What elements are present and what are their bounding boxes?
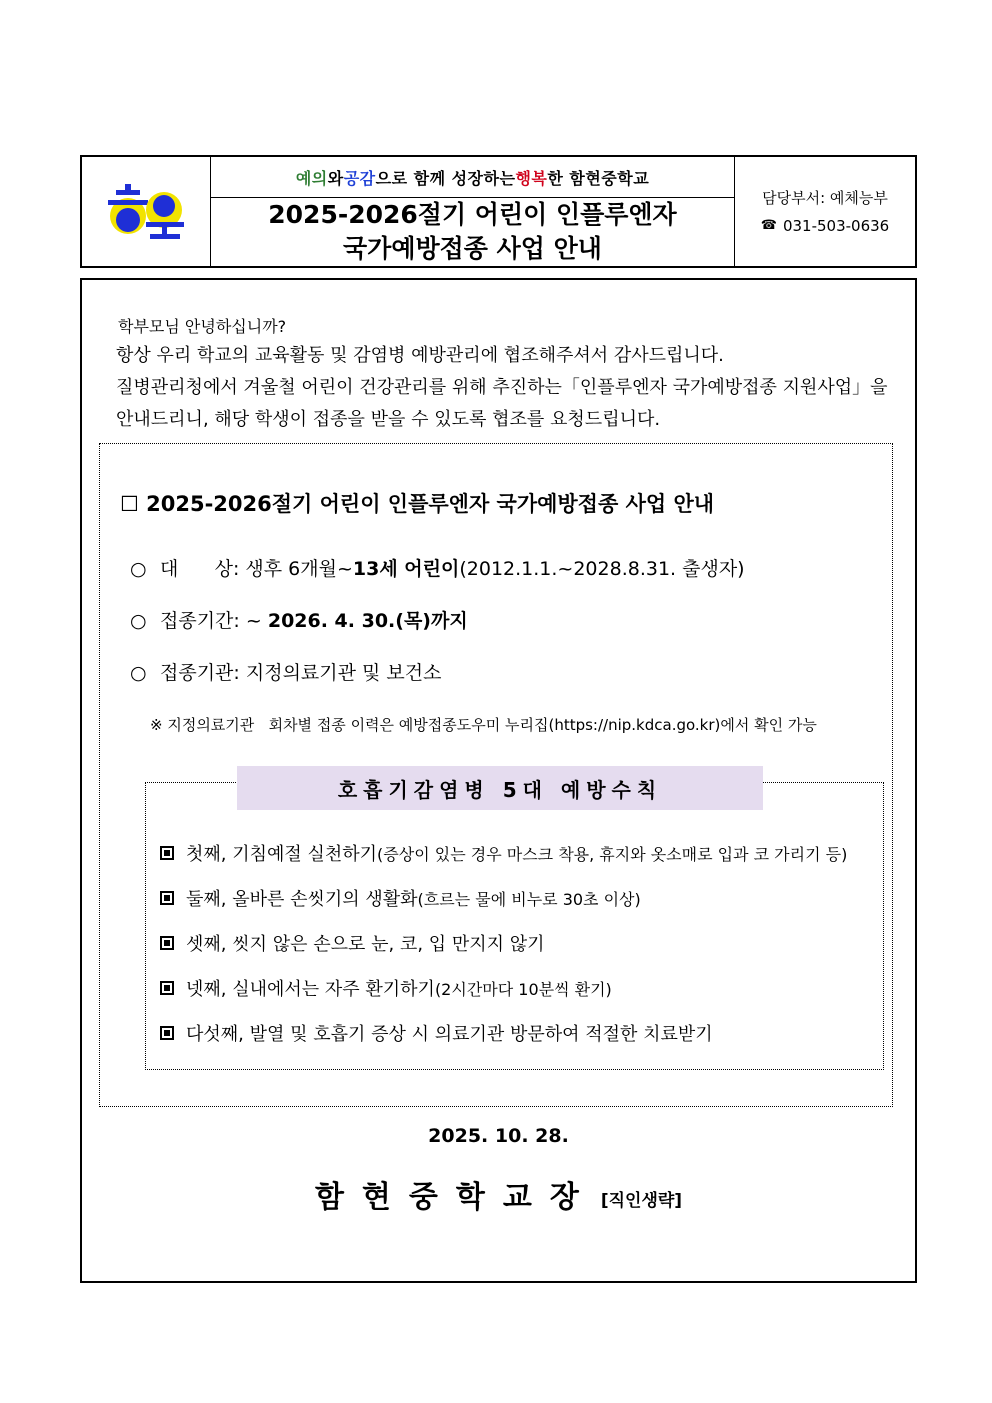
square-bullet-icon	[160, 936, 174, 950]
circle-bullet-icon: ○	[130, 610, 147, 632]
target-pre: 생후 6개월~	[245, 558, 353, 580]
contact-cell	[735, 157, 915, 266]
issue-date: 2025. 10. 28.	[428, 1125, 569, 1147]
phone-row	[761, 212, 889, 240]
slogan-word-empathy: 공감	[343, 168, 376, 188]
intro-line: 항상 우리 학교의 교육활동 및 감염병 예방관리에 협조해주셔서 감사드립니다.	[116, 345, 724, 366]
rule-detail: (2시간마다 10분씩 환기)	[434, 979, 612, 999]
place-value: 지정의료기관 및 보건소	[245, 662, 442, 684]
slogan-text-1: 와	[327, 168, 344, 188]
period-item	[130, 606, 468, 633]
program-box	[99, 443, 893, 1107]
slogan-word-happiness: 행복	[515, 168, 548, 188]
target-item	[130, 554, 745, 581]
target-age: 13세 어린이	[352, 558, 460, 580]
rule-item	[160, 930, 545, 956]
intro-paragraph	[116, 340, 896, 436]
department: 담당부서: 예체능부	[762, 188, 888, 207]
program-title: ☐ 2025-2026절기 어린이 인플루엔자 국가예방접종 사업 안내	[120, 492, 715, 516]
rule-main: 넷째, 실내에서는 자주 환기하기	[186, 979, 435, 1000]
rule-main: 셋째, 씻지 않은 손으로 눈, 코, 입 만지지 않기	[186, 934, 545, 955]
slogan-word-courtesy: 예의	[295, 168, 328, 188]
place-item	[130, 658, 442, 685]
period-label: 접종기간:	[160, 610, 240, 632]
circle-bullet-icon: ○	[130, 662, 147, 684]
document-header	[80, 155, 917, 268]
rule-item	[160, 1020, 713, 1046]
rule-detail: (증상이 있는 경우 마스크 착용, 휴지와 옷소매로 입과 코 가리기 등)	[377, 844, 848, 864]
square-bullet-icon	[160, 846, 174, 860]
circle-bullet-icon: ○	[130, 558, 147, 580]
logo-cell	[82, 157, 211, 266]
school-slogan	[211, 157, 734, 198]
phone-icon: ☎	[760, 217, 777, 233]
principal-title: 함현중학교장	[314, 1180, 597, 1215]
document-title	[211, 198, 734, 266]
rules-title: 호흡기감염병 5대 예방수칙	[237, 766, 763, 810]
square-bullet-icon	[160, 891, 174, 905]
intro-line: 안내드리니, 해당 학생이 접종을 받을 수 있도록 협조를 요청드립니다.	[116, 409, 661, 430]
square-bullet-icon	[160, 1026, 174, 1040]
title-line-1: 2025-2026절기 어린이 인플루엔자	[268, 200, 677, 229]
seal-note: [직인생략]	[600, 1191, 683, 1211]
rule-detail: (흐르는 물에 비누로 30초 이상)	[417, 889, 641, 909]
title-line-2: 국가예방접종 사업 안내	[343, 234, 602, 263]
place-label: 접종기관:	[160, 662, 240, 684]
school-logo	[106, 182, 186, 242]
rule-item	[160, 885, 641, 911]
square-bullet-icon	[160, 981, 174, 995]
header-center	[211, 157, 735, 266]
greeting: 학부모님 안녕하십니까?	[118, 317, 287, 336]
target-birth-range: (2012.1.1.~2028.8.31. 출생자)	[459, 558, 745, 580]
rule-main: 둘째, 올바른 손씻기의 생활화	[186, 889, 418, 910]
rule-main: 다섯째, 발열 및 호흡기 증상 시 의료기관 방문하여 적절한 치료받기	[186, 1024, 713, 1045]
target-label: 대 상:	[160, 558, 240, 580]
slogan-text-2: 으로 함께 성장하는	[375, 168, 516, 188]
phone-number: 031-503-0636	[782, 216, 890, 235]
intro-line: 질병관리청에서 겨울철 어린이 건강관리를 위해 추진하는「인플루엔자 국가예방접종 지원사업」을	[116, 377, 888, 398]
rule-item	[160, 840, 847, 866]
period-deadline: 2026. 4. 30.(목)까지	[267, 610, 468, 632]
slogan-text-3: 한 함현중학교	[547, 168, 650, 188]
signature-line	[82, 1172, 915, 1216]
rule-main: 첫째, 기침예절 실천하기	[186, 844, 378, 865]
program-note: ※ 지정의료기관 회차별 접종 이력은 예방접종도우미 누리집(https://nip.kdca.go.kr)에서 확인 가능	[150, 716, 817, 734]
letter-body	[80, 278, 917, 1283]
rule-item	[160, 975, 612, 1001]
period-pre: ~	[245, 610, 268, 632]
